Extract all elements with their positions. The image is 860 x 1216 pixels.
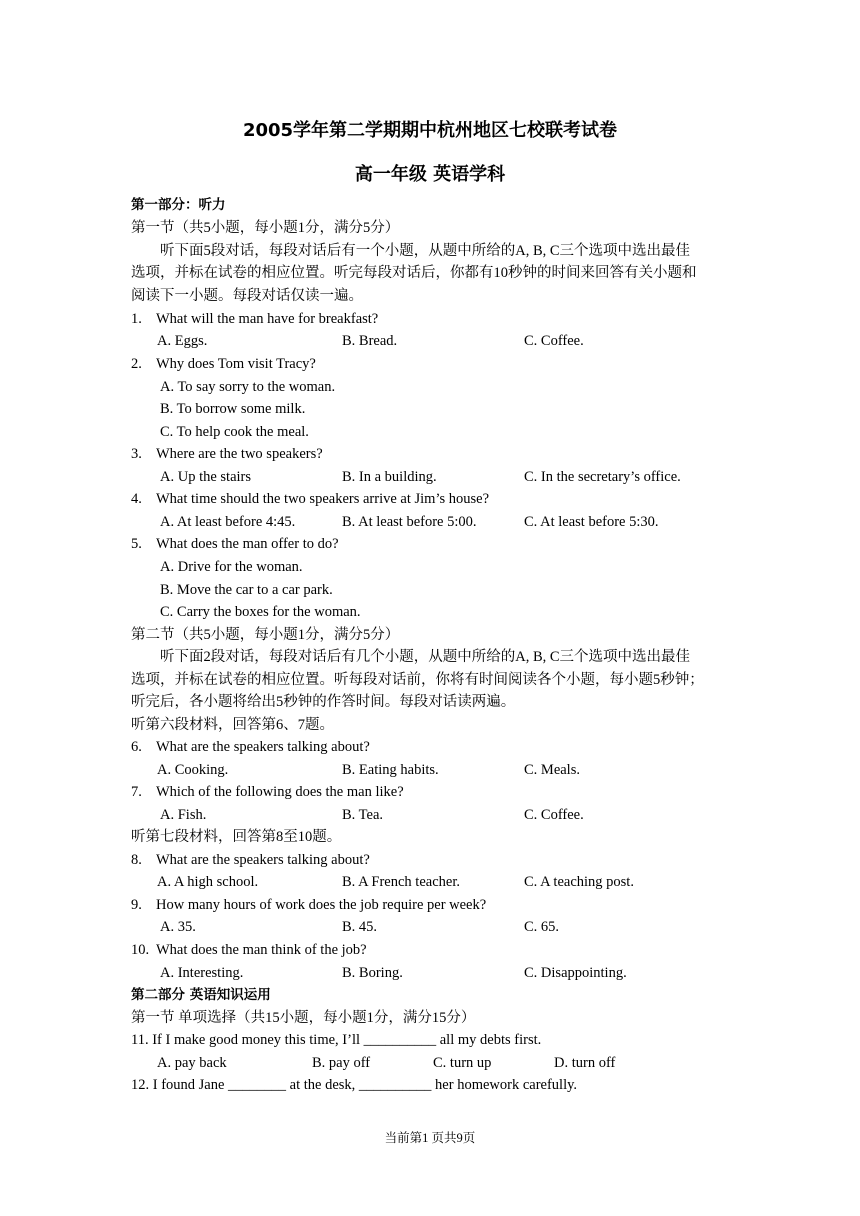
question-number: 2. xyxy=(131,356,142,372)
page-footer: 当前第1 页共9页 xyxy=(384,1131,476,1145)
material-seven-label: 听第七段材料，回答第8至10题。 xyxy=(131,829,342,845)
option-a: A. Eggs. xyxy=(157,333,208,349)
option-b: B. In a building. xyxy=(342,469,437,485)
question-text: Why does Tom visit Tracy? xyxy=(156,356,316,372)
question-number: 9. xyxy=(131,897,142,913)
part2-section1-heading: 第一节 单项选择（共15小题，每小题1分，满分15分） xyxy=(131,1010,476,1026)
option-a: A. Up the stairs xyxy=(160,469,252,485)
option-b: B. Bread. xyxy=(342,333,398,349)
question-text: Where are the two speakers? xyxy=(156,446,323,462)
question-text: What does the man think of the job? xyxy=(156,942,367,958)
option-c: C. 65. xyxy=(524,919,560,935)
option-c: C. Coffee. xyxy=(524,807,584,823)
question-text: Which of the following does the man like? xyxy=(156,784,404,800)
section1-instruction-line: 听下面5段对话，每段对话后有一个小题，从题中所给的A, B, C三个选项中选出最佳 xyxy=(160,243,691,259)
option-c: C. Disappointing. xyxy=(524,965,627,981)
option-c: C. A teaching post. xyxy=(524,874,634,890)
option-d: D. turn off xyxy=(554,1055,616,1071)
option-b: B. To borrow some milk. xyxy=(160,401,306,417)
option-c: C. turn up xyxy=(433,1055,492,1071)
option-a: A. Fish. xyxy=(160,807,207,823)
option-b: B. Boring. xyxy=(342,965,403,981)
option-c: C. To help cook the meal. xyxy=(160,424,309,440)
exam-subtitle: 高一年级 英语学科 xyxy=(354,164,506,185)
option-b: B. Move the car to a car park. xyxy=(160,582,333,598)
option-a: A. Cooking. xyxy=(157,762,229,778)
part1-heading: 第一部分：听力 xyxy=(131,197,226,213)
option-c: C. Coffee. xyxy=(524,333,584,349)
question-text: 12. I found Jane ________ at the desk, __________ her homework carefully. xyxy=(131,1077,578,1093)
option-b: B. A French teacher. xyxy=(342,874,460,890)
option-a: A. A high school. xyxy=(157,874,259,890)
option-b: B. Eating habits. xyxy=(342,762,439,778)
question-number: 8. xyxy=(131,852,142,868)
option-a: A. pay back xyxy=(157,1055,227,1071)
question-text: What are the speakers talking about? xyxy=(156,852,370,868)
part2-heading: 第二部分 英语知识运用 xyxy=(131,987,271,1003)
question-number: 1. xyxy=(131,311,142,327)
question-number: 4. xyxy=(131,491,142,507)
question-text: What does the man offer to do? xyxy=(156,536,339,552)
option-b: B. Tea. xyxy=(342,807,384,823)
question-text: 11. If I make good money this time, I’ll __________ all my debts first. xyxy=(131,1032,542,1048)
option-c: C. At least before 5:30. xyxy=(524,514,659,530)
question-text: What are the speakers talking about? xyxy=(156,739,370,755)
question-number: 5. xyxy=(131,536,142,552)
section1-instruction-line: 阅读下一小题。每段对话仅读一遍。 xyxy=(131,288,363,304)
option-a: A. At least before 4:45. xyxy=(160,514,296,530)
section1-heading: 第一节（共5小题，每小题1分，满分5分） xyxy=(131,220,400,236)
question-number: 3. xyxy=(131,446,142,462)
option-a: A. 35. xyxy=(160,919,196,935)
option-c: C. In the secretary’s office. xyxy=(524,469,681,485)
material-six-label: 听第六段材料，回答第6、7题。 xyxy=(131,717,334,733)
section2-instruction-line: 选项，并标在试卷的相应位置。听每段对话前，你将有时间阅读各个小题，每小题5秒钟； xyxy=(131,672,704,688)
option-c: C. Meals. xyxy=(524,762,580,778)
option-a: A. To say sorry to the woman. xyxy=(160,379,336,395)
section1-instruction-line: 选项，并标在试卷的相应位置。听完每段对话后，你都有10秒钟的时间来回答有关小题和 xyxy=(131,265,697,281)
section2-instruction-line: 听下面2段对话，每段对话后有几个小题，从题中所给的A, B, C三个选项中选出最佳 xyxy=(160,649,691,665)
section2-heading: 第二节（共5小题，每小题1分，满分5分） xyxy=(131,627,400,643)
question-number: 10. xyxy=(131,942,150,958)
option-b: B. At least before 5:00. xyxy=(342,514,477,530)
question-text: How many hours of work does the job require per week? xyxy=(156,897,487,913)
option-a: A. Drive for the woman. xyxy=(160,559,303,575)
exam-title: 2005学年第二学期期中杭州地区七校联考试卷 xyxy=(242,120,618,141)
section2-instruction-line: 听完后，各小题将给出5秒钟的作答时间。每段对话读两遍。 xyxy=(131,694,516,710)
option-a: A. Interesting. xyxy=(160,965,244,981)
question-text: What will the man have for breakfast? xyxy=(156,311,379,327)
question-text: What time should the two speakers arrive at Jim’s house? xyxy=(156,491,490,507)
option-b: B. pay off xyxy=(312,1055,371,1071)
option-b: B. 45. xyxy=(342,919,378,935)
question-number: 6. xyxy=(131,739,142,755)
question-number: 7. xyxy=(131,784,142,800)
option-c: C. Carry the boxes for the woman. xyxy=(160,604,361,620)
